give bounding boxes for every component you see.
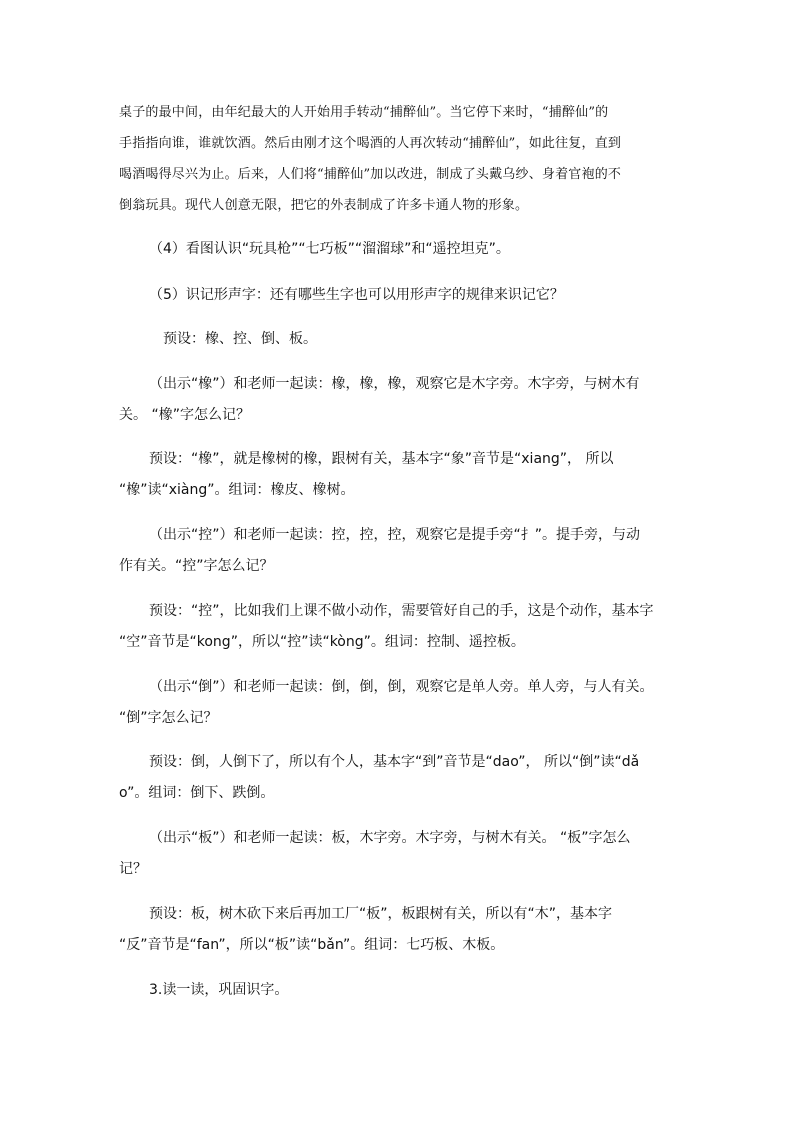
ban-preset-line-1: 预设：板，树木砍下来后再加工厂“板”，板跟树有关，所以有“木”，基本字 <box>149 906 613 922</box>
step-4-text: （4）看图认识“玩具枪”“七巧板”“溜溜球”和“遥控坦克”。 <box>149 241 510 257</box>
xiang-preset-line-1: 预设：“橡”，就是橡树的橡，跟树有关，基本字“象”音节是“xiang”， 所以 <box>149 451 614 467</box>
intro-line-1: 桌子的最中间，由年纪最大的人开始用手转动“捕醉仙”。当它停下来时，“捕醉仙”的 <box>119 105 609 120</box>
ban-show-line-2: 记？ <box>119 861 147 877</box>
dao-show-line-1: （出示“倒”）和老师一起读：倒，倒，倒，观察它是单人旁。单人旁，与人有关。 <box>149 679 654 695</box>
kong-show-line-2: 作有关。“控”字怎么记？ <box>119 558 274 574</box>
dao-show-line-2: “倒”字怎么记？ <box>119 710 218 726</box>
xiang-show-line-2: 关。 “橡”字怎么记？ <box>119 407 250 423</box>
preset-list: 预设：橡、控、倒、板。 <box>163 331 317 347</box>
step-5-text: （5）识记形声字：还有哪些生字也可以用形声字的规律来识记它？ <box>149 287 564 303</box>
xiang-preset-line-2: “橡”读“xiàng”。组词：橡皮、橡树。 <box>119 482 355 498</box>
xiang-show-line-1: （出示“橡”）和老师一起读：橡，橡，橡，观察它是木字旁。木字旁，与树木有 <box>149 376 640 392</box>
step-3-text: 3.读一读，巩固识字。 <box>149 982 289 998</box>
kong-show-line-1: （出示“控”）和老师一起读：控，控，控，观察它是提手旁“扌”。提手旁，与动 <box>149 527 641 543</box>
intro-line-4: 倒翁玩具。现代人创意无限，把它的外表制成了许多卡通人物的形象。 <box>119 198 529 213</box>
kong-preset-line-2: “空”音节是“kong”，所以“控”读“kòng”。组词：控制、遥控板。 <box>119 634 525 650</box>
intro-line-2: 手指指向谁，谁就饮酒。然后由刚才这个喝酒的人再次转动“捕醉仙”，如此往复，直到 <box>119 136 622 151</box>
ban-show-line-1: （出示“板”）和老师一起读：板，木字旁。木字旁，与树木有关。 “板”字怎么 <box>149 830 631 846</box>
kong-preset-line-1: 预设：“控”，比如我们上课不做小动作，需要管好自己的手，这是个动作，基本字 <box>149 603 654 619</box>
dao-preset-line-1: 预设：倒，人倒下了，所以有个人，基本字“到”音节是“dao”， 所以“倒”读“dǎ <box>149 754 640 770</box>
ban-preset-line-2: “反”音节是“fan”，所以“板”读“bǎn”。组词：七巧板、木板。 <box>119 937 505 953</box>
dao-preset-line-2: o”。组词：倒下、跌倒。 <box>119 785 275 801</box>
intro-line-3: 喝酒喝得尽兴为止。后来，人们将“捕醉仙”加以改进，制成了头戴乌纱、身着官袍的不 <box>119 167 622 182</box>
